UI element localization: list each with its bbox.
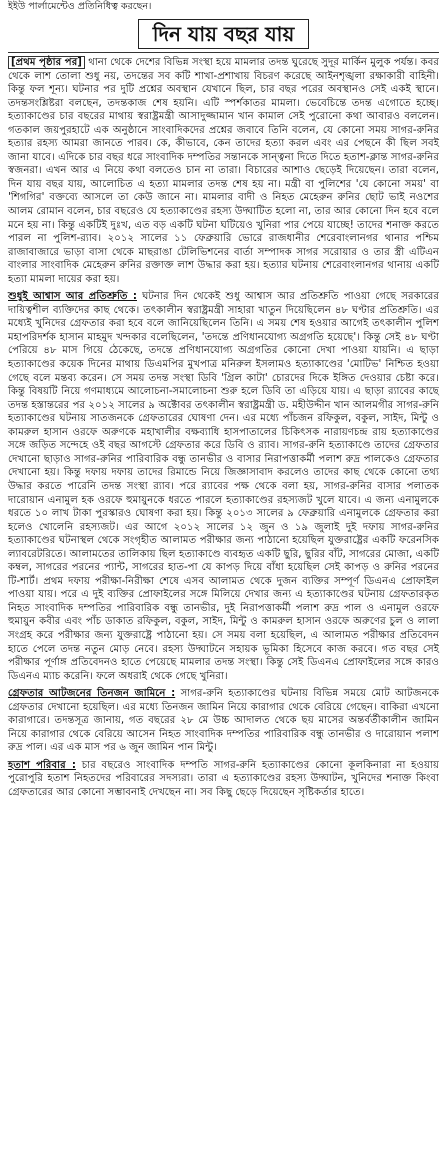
lead-paragraph-text: থানা থেকে দেশের বিভিন্ন সংস্থা হয়ে মামলার তদন্ত ঘুরেছে সুদূর মার্কিন মুলুক পর্যন্ত। কবর থেকে লাশ তোলা শুধু নয়, তদন্তের সব কটি শাখা-প্রশাখায় বিচরণ করেছে আইনশৃঙ্খলা রক্ষাকারী বাহিনী। কিন্তু ফল শূন্য। ঘটনার পর দুটি প্রশ্নের অবস্থান যেখানে ছিল, চার বছর পরের অবস্থানও সেই একই স্থানে। তদন্তসংশ্লিষ্টরা বলছেন, তদন্তকাজ শেষ হয়নি। এটি স্পর্শকাতর মামলা। ভেবেচিন্তে তদন্ত এগোতে হচ্ছে। হত্যাকাণ্ডের চার বছরের মাথায় স্বরাষ্ট্রমন্ত্রী আসাদুজ্জামান খান কামাল সেই পুরোনো কথা আবারও বললেন। গতকাল জয়পুরহাটে এক অনুষ্ঠানে সাংবাদিকদের প্রশ্নের জবাবে তিনি বলেন, যে কোনো সময় সাগর-রুনির হত্যার রহস্য আমরা জানতে পারব। কে, কীভাবে, কেন তাদের হত্যা করল এবং এর পেছনে কী ছিল সবই জানা যাবে। এদিকে চার বছর ধরে সাংবাদিক দম্পতির সন্তানকে সান্ত্বনা দিতে দিতে হতাশ-ক্লান্ত সাগর-রুনির স্বজনরা। এখন আর এ নিয়ে কথা বলতেও চান না তারা। বিচারের আশাও ছেড়েই দিয়েছেন। তারা বলেন, দিন যায় বছর যায়, আলোচিত এ হত্যা মামলার তদন্ত শেষ হয় না। মন্ত্রী বা পুলিশের 'যে কোনো সময়' বা 'শিগগির' বক্তব্যে আসলে তা কেউ জানে না। মামলার বাদী ও নিহত মেহেরুন রুনির ছোট ভাই নওশের আলম রোমান বলেন, চার বছরেও যে হত্যাকাণ্ডের রহস্য উদ্ঘাটিত হলো না, তার আর কোনো দিন হবে বলে মনে হয় না। কিন্তু একটিই দুঃখ, এত বড় একটি ঘটনা ঘটিয়েও খুনিরা পার পেয়ে যাচ্ছে! তাদের শনাক্ত করতে পারল না পুলিশ-র‍্যাব। ২০১২ সালের ১১ ফেব্রুয়ারি ভোরে রাজধানীর শেরেবাংলানগর থানার পশ্চিম রাজাবাজারে ভাড়া বাসা থেকে মাছরাঙা টেলিভিশনের বার্তা সম্পাদক সাগর সরোয়ার ও তার স্ত্রী এটিএন বাংলার সাংবাদিক মেহেরুন রুনির রক্তাক্ত লাশ উদ্ধার করা হয়। হত্যার ঘটনায় শেরেবাংলানগর থানায় একটি হত্যা মামলা দায়ের করা হয়।	[8, 57, 439, 285]
continued-from-label: [প্রথম পৃষ্ঠার পর]	[8, 56, 85, 69]
section-bail	[8, 687, 439, 755]
section-assurances-heading: শুধুই আশ্বাস আর প্রতিশ্রুতি :	[8, 291, 137, 303]
headline-row	[8, 19, 439, 49]
previous-column-tail: ইইউ পার্লামেন্টেও প্রতিনিধিত্ব করছেন।	[8, 1, 152, 12]
headline-rule	[8, 52, 439, 53]
section-bail-text: সাগর-রুনি হত্যাকাণ্ডের ঘটনায় বিভিন্ন সময়ে মোট আটজনকে গ্রেফতার দেখানো হয়েছিল। এর মধ্যে তিনজন জামিন নিয়ে কারাগার থেকে বেরিয়ে গেছেন। বাকিরা এখনো কারাগারে। তদন্তসূত্র জানায়, গত বছরের ২৮ মে উচ্চ আদালত থেকে ছয় মাসের অন্তর্বর্তীকালীন জামিন নিয়ে কারাগার থেকে বেরিয়ে আসেন নিহত সাংবাদিক দম্পতির পারিবারিক বন্ধু তানভীর ও দারোয়ান পলাশ রুদ্র পাল। এর এক মাস পর ৬ জুন জামিন পান মিন্টু।	[8, 688, 439, 754]
section-family-heading: হতাশ পরিবার :	[8, 759, 76, 771]
section-assurances-text: ঘটনার দিন থেকেই শুধু আশ্বাস আর প্রতিশ্রুতি পাওয়া গেছে সরকারের দায়িত্বশীল ব্যক্তিদের কাছ থেকে। তৎকালীন স্বরাষ্ট্রমন্ত্রী সাহারা খাতুন দিয়েছিলেন ৪৮ ঘণ্টার প্রতিশ্রুতি। এর মধ্যেই খুনিদের গ্রেফতার করা হবে বলে জানিয়েছিলেন তিনি। এ সময় শেষ হওয়ার আগেই তৎকালীন পুলিশ মহাপরিদর্শক হাসান মাহমুদ খন্দকার বলেছিলেন, 'তদন্তে প্রণিধানযোগ্য অগ্রগতি হয়েছে'। কিন্তু সেই ৪৮ ঘণ্টা পেরিয়ে ৪৮ মাস গিয়ে ঠেকেছে, তদন্তে প্রণিধানযোগ্য অগ্রগতির কোনো দেখা পাওয়া যায়নি। এ ছাড়া হত্যাকাণ্ডের কয়েক দিনের মাথায় ডিএমপির মুখপাত্র মনিরুল ইসলামও হত্যাকাণ্ডের 'মোটিভ' নিশ্চিত হওয়া গেছে বলে মন্তব্য করেন। সে সময় তদন্ত সংস্থা ডিবি 'গ্রিল কাটা' চোরদের দিকে ইঙ্গিত দেওয়ার চেষ্টা করে। কিন্তু বিষয়টি নিয়ে গণমাধ্যমে আলোচনা-সমালোচনা শুরু হলে ডিবি তা এড়িয়ে যায়। এ ছাড়া র‍্যাবের কাছে তদন্ত হস্তান্তরের পর ২০১২ সালের ৯ অক্টোবর তৎকালীন স্বরাষ্ট্রমন্ত্রী ড. মহীউদ্দীন খান আলমগীর সাগর-রুনি হত্যাকাণ্ডের ঘটনায় সাতজনকে গ্রেফতারের ঘোষণা দেন। এর মধ্যে পাঁচজন রফিকুল, বকুল, সাইদ, মিন্টু ও কামরুল হাসান ওরফে অরুণকে মহাখালীর বক্ষব্যাধি হাসপাতালের চিকিৎসক নারায়ণচন্দ্র রায় হত্যাকাণ্ডের সঙ্গে জড়িত সন্দেহে ওই বছর আগস্টে গ্রেফতার করে ডিবি ও র‍্যাব। সাগর-রুনি হত্যাকাণ্ডে তাদের গ্রেফতার দেখানো ছাড়াও সাগর-রুনির পারিবারিক বন্ধু তানভীর ও বাসার নিরাপত্তাকর্মী পলাশ রুদ্র পালকেও গ্রেফতার দেখানো হয়। কিন্তু দফায় দফায় তাদের রিমান্ডে নিয়ে জিজ্ঞাসাবাদ করলেও তাদের কাছ থেকে কোনো তথ্য উদ্ধার করতে পারেনি তদন্ত সংস্থা র‍্যাব। পরে র‍্যাবের পক্ষ থেকে বলা হয়, সাগর-রুনির বাসার পলাতক দারোয়ান এনামুল হক ওরফে হুমায়ুনকে ধরতে পারলে হত্যাকাণ্ডের রহস্যজট খুলে যাবে। এ জন্য এনামুলকে ধরতে ১০ লাখ টাকা পুরস্কারও ঘোষণা করা হয়। কিন্তু ২০১৩ সালের ৯ ফেব্রুয়ারি এনামুলকে গ্রেফতার করা হলেও খোলেনি রহস্যজট। এর আগে ২০১২ সালের ১২ জুন ও ১৯ জুলাই দুই দফায় সাগর-রুনির হত্যাকাণ্ডের ঘটনাস্থল থেকে সংগৃহীত আলামত পরীক্ষার জন্য পাঠানো হয়েছিল যুক্তরাষ্ট্রের একটি ফরেনসিক ল্যাবরেটরিতে। আলামতের তালিকায় ছিল হত্যাকাণ্ডে ব্যবহৃত একটি ছুরি, ছুরির বাঁট, সাগরের মোজা, একটি কম্বল, সাগরের পরনের প্যান্ট, সাগরের হাত-পা যে কাপড় দিয়ে বাঁধা হয়েছিল সেই কাপড় ও রুনির পরনের টি-শার্ট। প্রথম দফায় পরীক্ষা-নিরীক্ষা শেষে এসব আলামত থেকে দুজন ব্যক্তির সম্পূর্ণ ডিএনএ প্রোফাইল পাওয়া যায়। পরে এ দুই ব্যক্তির প্রোফাইলের সঙ্গে মিলিয়ে দেখার জন্য এ হত্যাকাণ্ডের ঘটনায় গ্রেফতারকৃত নিহত সাংবাদিক দম্পতির পারিবারিক বন্ধু তানভীর, দুই নিরাপত্তাকর্মী পলাশ রুদ্র পাল ও এনামুল ওরফে হুমায়ুন কবীর এবং পাঁচ ডাকাত রফিকুল, বকুল, সাইদ, মিন্টু ও কামরুল হাসান ওরফে অরুণের চুল ও লালা সংগ্রহ করে পরীক্ষার জন্য যুক্তরাষ্ট্রে পাঠানো হয়। সে সময় বলা হয়েছিল, এ আলামত পরীক্ষার প্রতিবেদন হাতে পেলে তদন্ত নতুন মোড় নেবে। রহস্য উদ্ঘাটনে সহায়ক ভূমিকা হিসেবে কাজ করবে। গত বছর সেই পরীক্ষার পূর্ণাঙ্গ প্রতিবেদনও হাতে পেয়েছে মামলার তদন্ত সংস্থা। কিন্তু সেই ডিএনএ প্রোফাইলের সঙ্গে কারও ডিএনএ ম্যাচ করেনি। ফলে অধরাই থেকে গেছে খুনিরা।	[8, 291, 439, 682]
section-bail-heading: গ্রেফতার আটজনের তিনজন জামিনে :	[8, 688, 176, 700]
section-family	[8, 759, 439, 800]
lead-paragraph	[8, 56, 439, 286]
section-assurances	[8, 290, 439, 683]
headline: দিন যায় বছর যায়	[138, 19, 310, 49]
section-family-text: চার বছরেও সাংবাদিক দম্পতি সাগর-রুনি হত্যাকাণ্ডের কোনো কূলকিনারা না হওয়ায় পুরোপুরি হতাশ নিহতদের পরিবারের সদস্যরা। তারা এ হত্যাকাণ্ডের রহস্য উদ্ঘাটন, খুনিদের শনাক্ত কিংবা গ্রেফতারের আর কোনো সম্ভাবনাই দেখছেন না। সব কিছু ছেড়ে দিয়েছেন সৃষ্টিকর্তার হাতে।	[8, 759, 439, 798]
